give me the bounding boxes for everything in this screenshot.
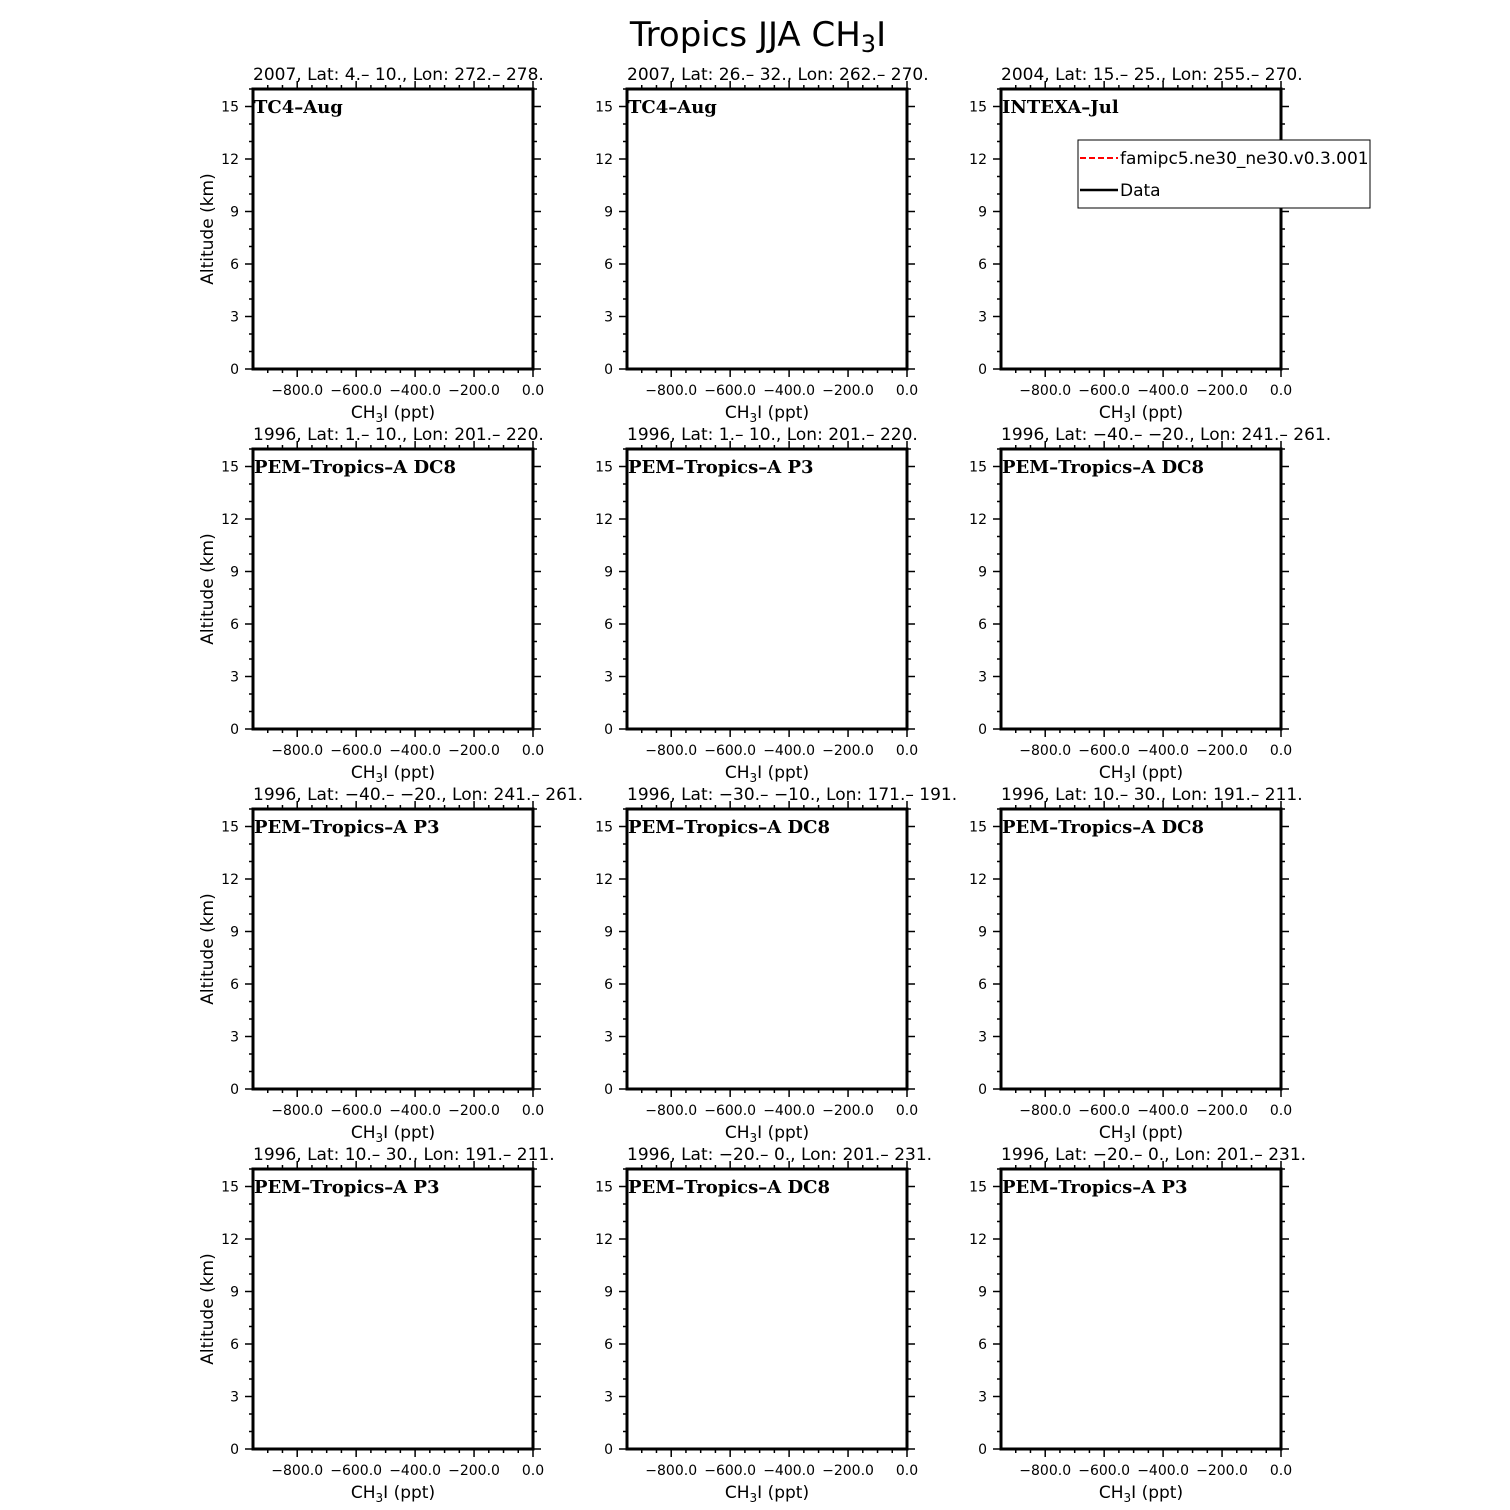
y-tick-label: 3 [230,309,239,326]
x-tick-label: −400.0 [389,383,442,399]
x-tick-label: −400.0 [1137,1463,1190,1479]
x-tick-label: −200.0 [822,1463,874,1479]
y-tick-label: 6 [978,977,987,993]
x-tick-label: 0.0 [895,383,919,399]
y-tick-label: 0 [978,1442,987,1458]
plot-frame [627,449,907,729]
panel [198,785,583,1145]
plot-frame [1001,89,1281,369]
x-axis-label: $CH_3I$ (ppt) [350,763,436,785]
panel-header: 1996, Lat: 1.– 10., Lon: 201.– 220. [253,425,544,445]
x-tick-label: −200.0 [1196,1463,1248,1479]
x-tick-label: 0.0 [895,743,919,759]
panel [969,65,1302,425]
panel-header: 1996, Lat: 10.– 30., Lon: 191.– 211. [1001,785,1303,805]
x-tick-label: −400.0 [1137,1103,1190,1119]
x-tick-label: 0.0 [521,743,545,759]
x-tick-label: −600.0 [1078,1103,1131,1119]
campaign-label: PEM–Tropics–A P3 [254,817,440,838]
x-tick-label: 0.0 [895,1463,919,1479]
x-tick-label: −800.0 [271,743,324,759]
x-tick-label: −600.0 [704,1463,757,1479]
x-tick-label: −800.0 [1019,383,1072,399]
y-tick-label: 0 [604,1082,613,1098]
x-tick-label: −600.0 [330,743,383,759]
y-tick-label: 12 [595,152,613,168]
y-tick-label: 9 [978,204,987,221]
y-tick-label: 15 [221,99,239,116]
y-tick-label: 15 [221,819,239,836]
y-tick-label: 12 [969,512,987,528]
campaign-label: PEM–Tropics–A P3 [1002,1177,1188,1198]
x-tick-label: −800.0 [1019,1103,1072,1119]
x-axis-label: $CH_3I$ (ppt) [350,1483,436,1505]
x-tick-label: −400.0 [763,1103,816,1119]
x-tick-label: 0.0 [895,1103,919,1119]
campaign-label: TC4–Aug [628,97,717,118]
plot-frame [253,89,533,369]
y-tick-label: 6 [604,1337,613,1353]
y-tick-label: 12 [221,872,239,888]
y-tick-label: 15 [969,819,987,836]
x-tick-label: −400.0 [763,383,816,399]
x-tick-label: −200.0 [448,383,500,399]
x-axis-label: $CH_3I$ (ppt) [724,1483,810,1505]
x-tick-label: −600.0 [330,383,383,399]
x-tick-label: 0.0 [1269,743,1293,759]
y-tick-label: 15 [969,459,987,476]
x-tick-label: −200.0 [448,743,500,759]
x-tick-label: −800.0 [1019,1463,1072,1479]
y-tick-label: 12 [221,512,239,528]
plot-frame [627,809,907,1089]
y-tick-label: 9 [978,924,987,941]
x-axis-label: $CH_3I$ (ppt) [1098,1123,1184,1145]
y-tick-label: 6 [230,977,239,993]
y-tick-label: 6 [604,617,613,633]
x-tick-label: −600.0 [704,383,757,399]
y-tick-label: 15 [595,459,613,476]
campaign-label: PEM–Tropics–A P3 [628,457,814,478]
panel-header: 2007, Lat: 26.– 32., Lon: 262.– 270. [627,65,929,85]
y-tick-label: 6 [978,617,987,633]
x-axis-label: $CH_3I$ (ppt) [1098,1483,1184,1505]
x-axis-label: $CH_3I$ (ppt) [724,403,810,425]
y-tick-label: 0 [230,1082,239,1098]
x-tick-label: −800.0 [1019,743,1072,759]
panel-header: 1996, Lat: −20.– 0., Lon: 201.– 231. [1001,1145,1307,1165]
panel-header: 1996, Lat: 1.– 10., Lon: 201.– 220. [627,425,918,445]
y-tick-label: 15 [969,99,987,116]
x-tick-label: −800.0 [645,743,698,759]
x-tick-label: −400.0 [1137,383,1190,399]
x-tick-label: −200.0 [1196,1103,1248,1119]
y-tick-label: 12 [595,1232,613,1248]
y-tick-label: 12 [221,152,239,168]
x-tick-label: −800.0 [271,1463,324,1479]
y-tick-label: 6 [230,617,239,633]
x-tick-label: −400.0 [389,743,442,759]
y-axis-label: Altitude (km) [198,893,218,1005]
x-tick-label: −600.0 [330,1103,383,1119]
x-tick-label: −600.0 [704,743,757,759]
y-tick-label: 3 [604,669,613,686]
y-tick-label: 15 [595,99,613,116]
y-tick-label: 0 [230,1442,239,1458]
plot-frame [1001,1169,1281,1449]
y-tick-label: 12 [595,872,613,888]
y-tick-label: 15 [595,1179,613,1196]
panel [595,65,928,425]
x-tick-label: −800.0 [271,1103,324,1119]
y-tick-label: 9 [604,924,613,941]
x-tick-label: −400.0 [763,1463,816,1479]
x-tick-label: −600.0 [704,1103,757,1119]
x-tick-label: 0.0 [521,1463,545,1479]
panel [198,1145,555,1505]
panel-header: 1996, Lat: −40.– −20., Lon: 241.– 261. [1001,425,1332,445]
y-tick-label: 3 [604,1029,613,1046]
y-axis-label: Altitude (km) [198,173,218,285]
y-tick-label: 15 [221,1179,239,1196]
campaign-label: PEM–Tropics–A DC8 [1002,817,1204,838]
x-tick-label: −200.0 [1196,743,1248,759]
panel-header: 1996, Lat: −30.– −10., Lon: 171.– 191. [627,785,958,805]
panel-header: 1996, Lat: −20.– 0., Lon: 201.– 231. [627,1145,933,1165]
x-axis-label: $CH_3I$ (ppt) [724,763,810,785]
legend [1078,140,1370,208]
panels-grid [198,65,1331,1505]
y-tick-label: 0 [604,722,613,738]
y-tick-label: 3 [230,1029,239,1046]
y-tick-label: 6 [978,1337,987,1353]
y-tick-label: 3 [604,309,613,326]
x-tick-label: 0.0 [1269,1103,1293,1119]
x-tick-label: −400.0 [389,1103,442,1119]
y-tick-label: 0 [230,362,239,378]
x-tick-label: −800.0 [645,383,698,399]
plot-frame [1001,809,1281,1089]
y-tick-label: 12 [969,1232,987,1248]
x-tick-label: 0.0 [521,1103,545,1119]
y-tick-label: 12 [595,512,613,528]
x-tick-label: −600.0 [1078,1463,1131,1479]
campaign-label: PEM–Tropics–A DC8 [628,1177,830,1198]
y-tick-label: 9 [604,1284,613,1301]
figure-title: Tropics JJA CH3I [629,15,887,58]
x-tick-label: 0.0 [521,383,545,399]
x-axis-label: $CH_3I$ (ppt) [1098,403,1184,425]
x-tick-label: −600.0 [1078,743,1131,759]
plot-frame [1001,449,1281,729]
y-tick-label: 12 [969,152,987,168]
y-tick-label: 6 [604,977,613,993]
y-tick-label: 9 [230,924,239,941]
panel-header: 1996, Lat: −40.– −20., Lon: 241.– 261. [253,785,584,805]
campaign-label: PEM–Tropics–A DC8 [1002,457,1204,478]
x-tick-label: −400.0 [1137,743,1190,759]
y-tick-label: 0 [230,722,239,738]
x-axis-label: $CH_3I$ (ppt) [1098,763,1184,785]
x-tick-label: −800.0 [271,383,324,399]
plot-frame [253,449,533,729]
y-tick-label: 0 [978,362,987,378]
y-tick-label: 3 [978,1029,987,1046]
y-tick-label: 6 [230,257,239,273]
panel [595,785,957,1145]
plot-frame [253,1169,533,1449]
x-tick-label: −200.0 [822,383,874,399]
panel [595,425,918,785]
y-tick-label: 0 [978,1082,987,1098]
panel [198,425,544,785]
y-tick-label: 15 [595,819,613,836]
y-tick-label: 0 [604,362,613,378]
panel [198,65,544,425]
y-tick-label: 3 [978,1389,987,1406]
panel [969,1145,1306,1505]
legend-data-label: Data [1120,181,1161,201]
x-tick-label: −200.0 [822,743,874,759]
y-tick-label: 3 [230,1389,239,1406]
y-tick-label: 0 [978,722,987,738]
y-tick-label: 3 [978,309,987,326]
panel [969,425,1331,785]
y-tick-label: 6 [604,257,613,273]
plot-frame [627,1169,907,1449]
y-tick-label: 6 [230,1337,239,1353]
panel-header: 1996, Lat: 10.– 30., Lon: 191.– 211. [253,1145,555,1165]
x-axis-label: $CH_3I$ (ppt) [724,1123,810,1145]
y-tick-label: 3 [604,1389,613,1406]
x-axis-label: $CH_3I$ (ppt) [350,403,436,425]
plot-frame [253,809,533,1089]
plot-frame [627,89,907,369]
y-tick-label: 12 [221,1232,239,1248]
campaign-label: PEM–Tropics–A P3 [254,1177,440,1198]
y-tick-label: 15 [969,1179,987,1196]
y-tick-label: 9 [230,564,239,581]
x-tick-label: −200.0 [1196,383,1248,399]
x-tick-label: −400.0 [389,1463,442,1479]
x-tick-label: −200.0 [448,1463,500,1479]
x-tick-label: 0.0 [1269,1463,1293,1479]
campaign-label: INTEXA–Jul [1002,97,1119,118]
legend-model-label: famipc5.ne30_ne30.v0.3.001 [1120,149,1369,169]
campaign-label: PEM–Tropics–A DC8 [254,457,456,478]
y-tick-label: 0 [604,1442,613,1458]
y-tick-label: 9 [230,204,239,221]
panel [969,785,1302,1145]
x-tick-label: −600.0 [330,1463,383,1479]
x-tick-label: −800.0 [645,1103,698,1119]
y-tick-label: 3 [230,669,239,686]
x-tick-label: −200.0 [822,1103,874,1119]
y-tick-label: 9 [604,564,613,581]
panel [595,1145,932,1505]
x-tick-label: −400.0 [763,743,816,759]
x-tick-label: −600.0 [1078,383,1131,399]
campaign-label: PEM–Tropics–A DC8 [628,817,830,838]
x-tick-label: −800.0 [645,1463,698,1479]
y-tick-label: 9 [978,1284,987,1301]
y-axis-label: Altitude (km) [198,533,218,645]
y-tick-label: 9 [230,1284,239,1301]
y-tick-label: 15 [221,459,239,476]
x-tick-label: 0.0 [1269,383,1293,399]
campaign-label: TC4–Aug [254,97,343,118]
y-tick-label: 9 [604,204,613,221]
x-axis-label: $CH_3I$ (ppt) [350,1123,436,1145]
y-tick-label: 3 [978,669,987,686]
y-axis-label: Altitude (km) [198,1253,218,1365]
y-tick-label: 6 [978,257,987,273]
panel-header: 2007, Lat: 4.– 10., Lon: 272.– 278. [253,65,544,85]
x-tick-label: −200.0 [448,1103,500,1119]
y-tick-label: 9 [978,564,987,581]
panel-header: 2004, Lat: 15.– 25., Lon: 255.– 270. [1001,65,1303,85]
y-tick-label: 12 [969,872,987,888]
